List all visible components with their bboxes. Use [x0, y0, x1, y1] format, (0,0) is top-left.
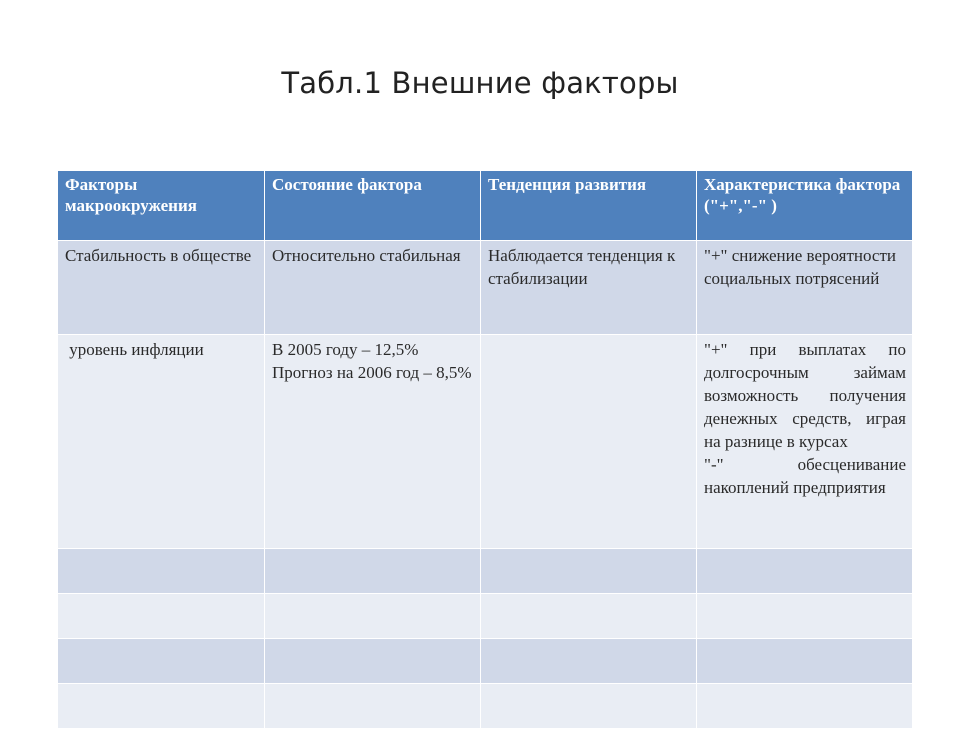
cell-state: Относительно стабильная	[265, 241, 481, 335]
cell-characteristic	[697, 335, 913, 549]
header-trend: Тенденция развития	[481, 171, 697, 241]
header-state: Состояние фактора	[265, 171, 481, 241]
cell-trend	[481, 335, 697, 549]
slide-title: Табл.1 Внешние факторы	[281, 66, 679, 100]
table-row	[58, 335, 913, 549]
cell-state: В 2005 году – 12,5% Прогноз на 2006 год – 8,5%	[265, 335, 481, 549]
table-header-row	[58, 171, 913, 241]
table-row	[58, 241, 913, 335]
cell-trend: Наблюдается тенденция к стабилизации	[481, 241, 697, 335]
table-row-empty	[58, 594, 913, 639]
header-characteristic: Характеристика фактора ("+","-" )	[697, 171, 913, 241]
cell-factor: Стабильность в обществе	[58, 241, 265, 335]
cell-characteristic: "+" снижение вероятности социальных потрясений	[697, 241, 913, 335]
characteristic-positive: "+" при выплатах по долгосрочным займам возможность получения денежных средств, играя на разнице в курсах	[704, 340, 906, 451]
table-row-empty	[58, 684, 913, 729]
characteristic-negative: "-" обесценивание накоплений предприятия	[704, 455, 906, 497]
cell-factor: уровень инфляции	[58, 335, 265, 549]
header-factors: Факторы макроокружения	[58, 171, 265, 241]
table-row-empty	[58, 639, 913, 684]
external-factors-table	[57, 170, 913, 729]
table-row-empty	[58, 549, 913, 594]
